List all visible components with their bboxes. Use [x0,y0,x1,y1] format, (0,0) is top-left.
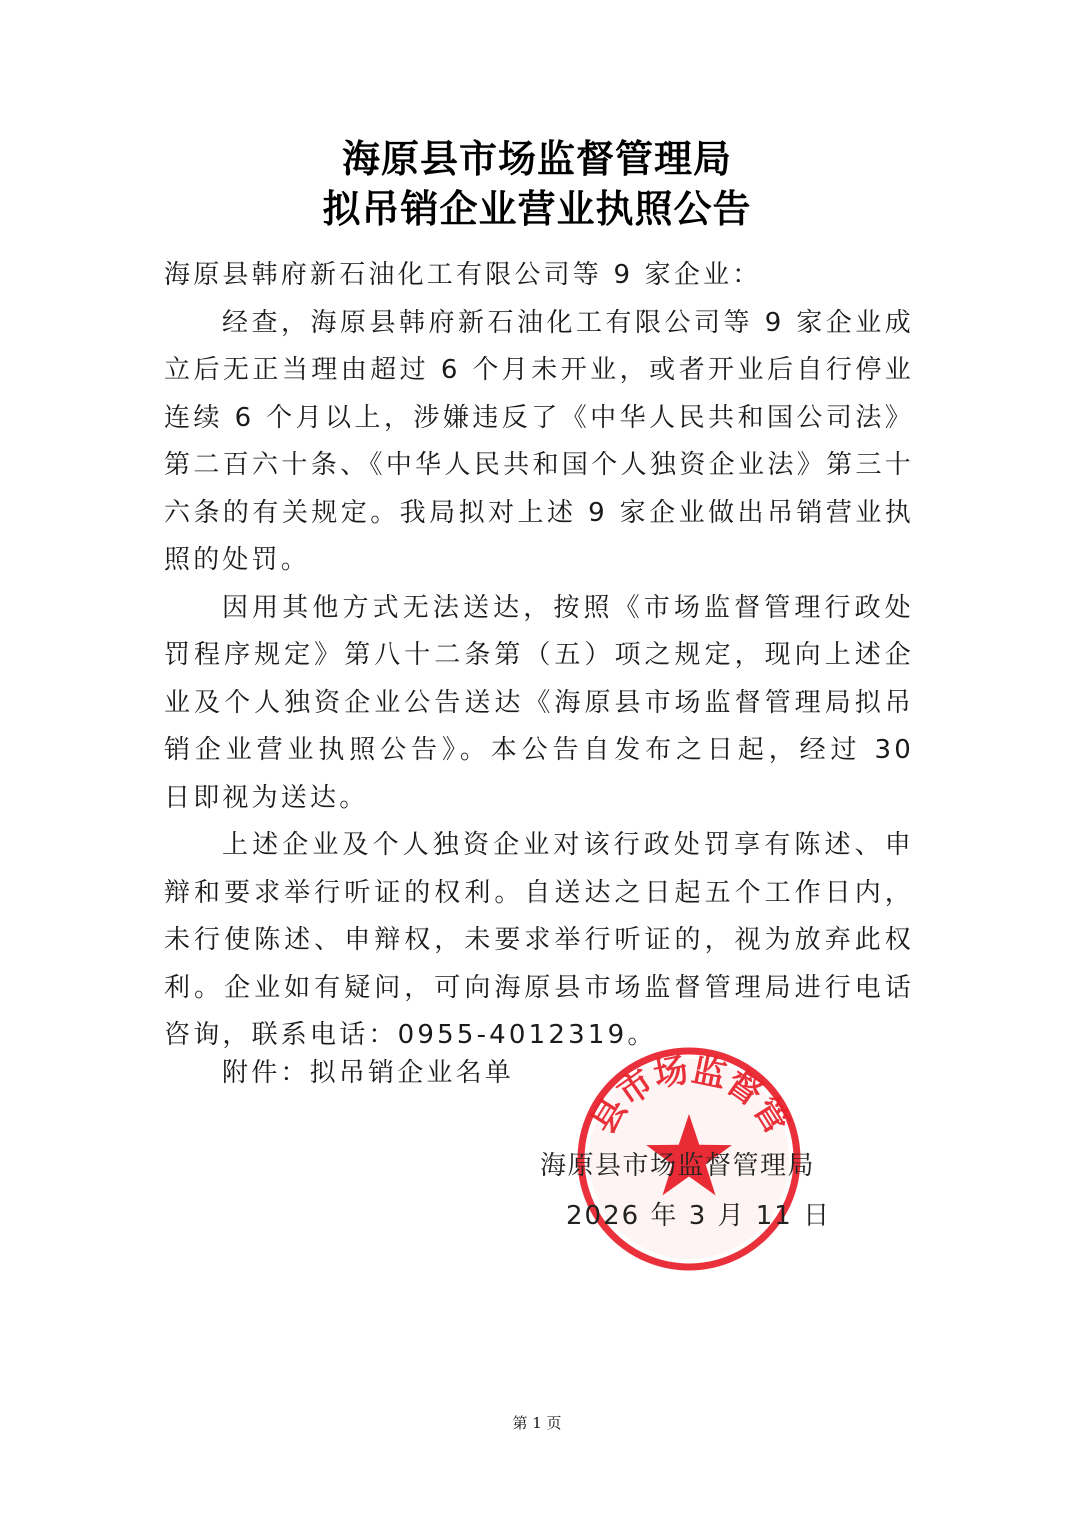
signature-date: 2026 年 3 月 11 日 [566,1201,832,1231]
document-title-line1: 海原县市场监督管理局 [341,136,732,181]
signature-organization: 海原县市场监督管理局 [540,1151,816,1181]
page-number: 第 1 页 [512,1414,562,1432]
seal-arc-text: 县市场监督管 [583,1049,797,1141]
attachment-label: 附件：拟吊销企业名单 [222,1058,515,1088]
salutation: 海原县韩府新石油化工有限公司等 9 家企业： [164,260,762,290]
document-title-line2: 拟吊销企业营业执照公告 [322,186,752,231]
document-body [164,252,914,1060]
paragraph-findings: 经查，海原县韩府新石油化工有限公司等 9 家企业成立后无正当理由超过 6 个月未开业，或者开业后自行停业连续 6 个月以上，涉嫌违反了《中华人民共和国公司法》第二百六十条、《中华人民共和国个人独资企业法》第三十六条的有关规定。我局拟对上述 9 家企业做出吊销营业执照的处罚。 [164,307,914,575]
paragraph-rights: 上述企业及个人独资企业对该行政处罚享有陈述、申辩和要求举行听证的权利。自送达之日起五个工作日内，未行使陈述、申辩权，未要求举行听证的，视为放弃此权利。企业如有疑问，可向海原县市场监督管理局进行电话咨询，联系电话：0955-4012319。 [164,830,914,1050]
paragraph-service-notice: 因用其他方式无法送达，按照《市场监督管理行政处罚程序规定》第八十二条第（五）项之规定，现向上述企业及个人独资企业公告送达《海原县市场监督管理局拟吊销企业营业执照公告》。本公告自发布之日起，经过 30 日即视为送达。 [164,592,914,813]
